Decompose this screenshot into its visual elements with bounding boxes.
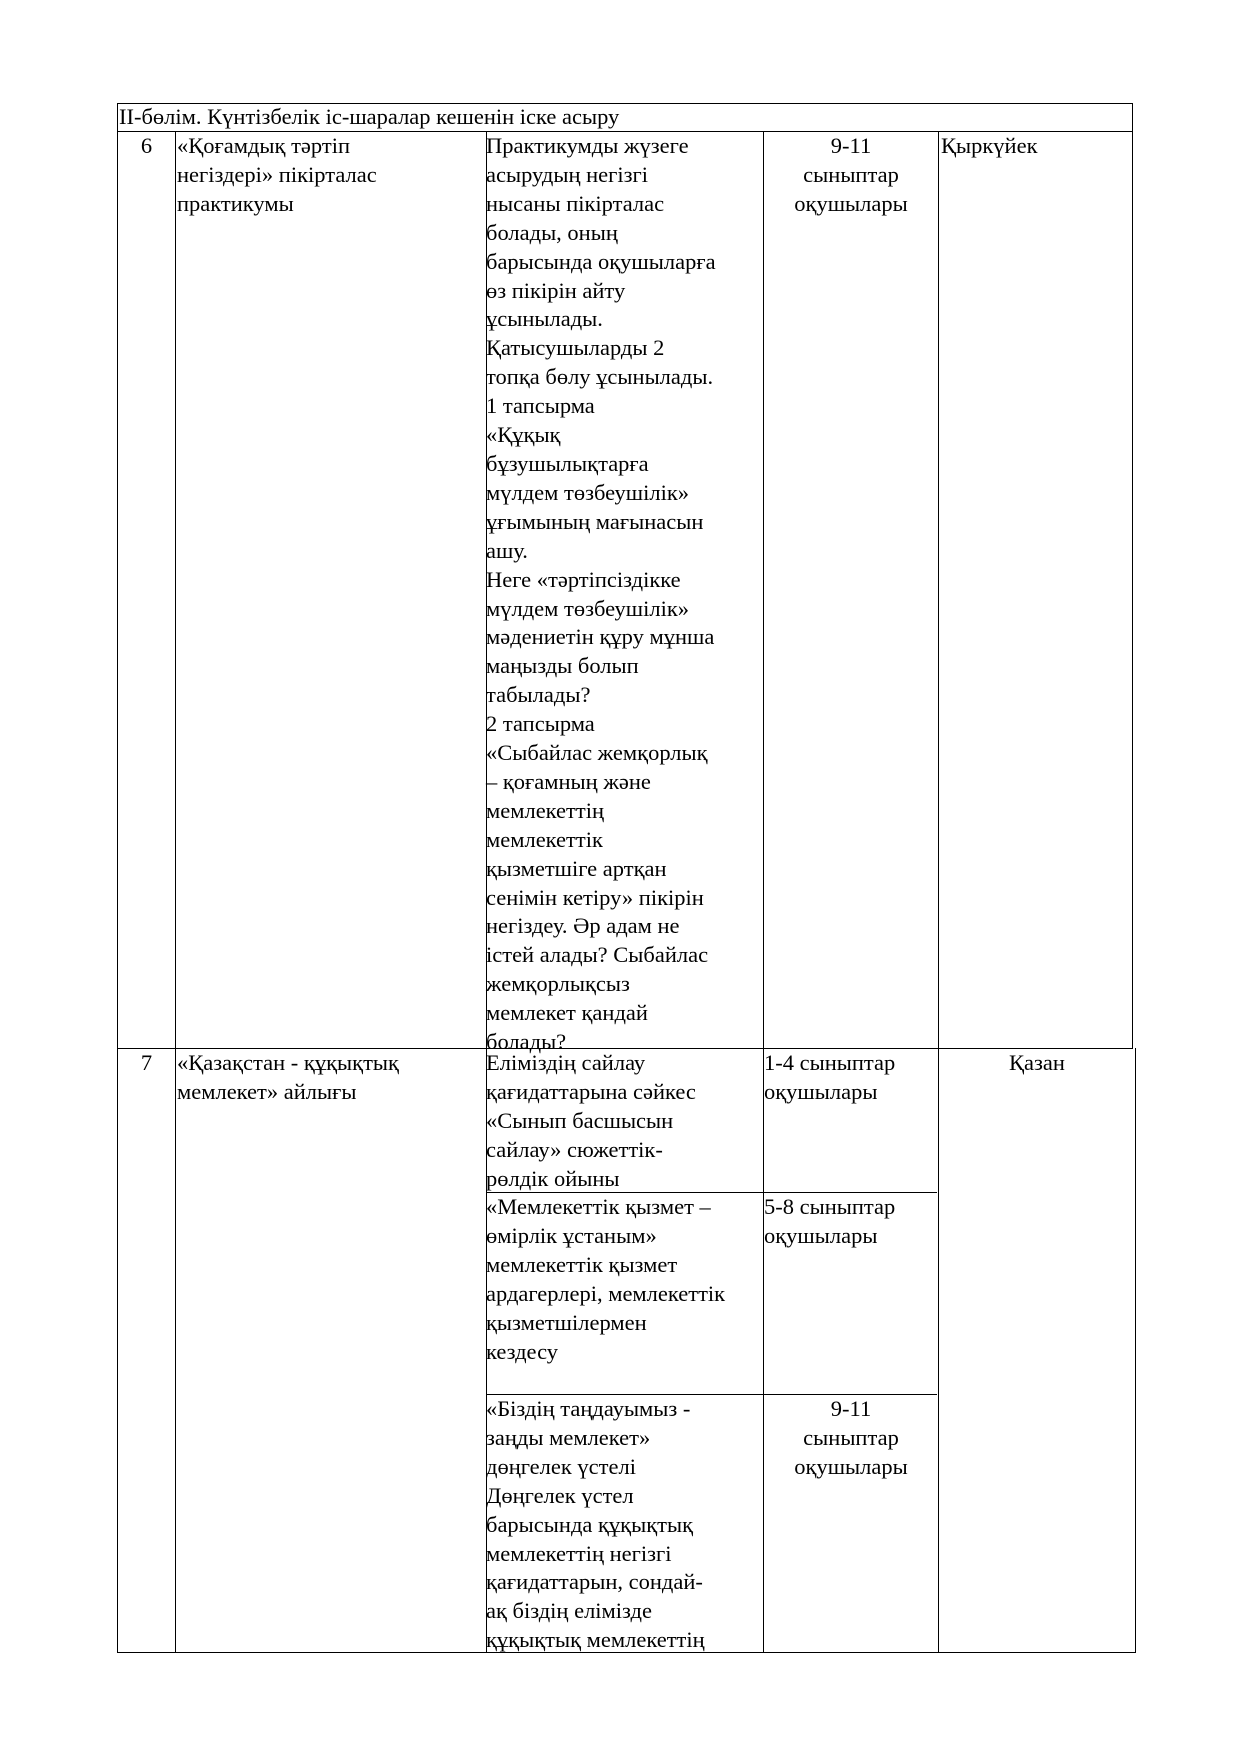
- text-line: жемқорлықсыз: [486, 971, 630, 997]
- text-line: оқушылары: [794, 190, 908, 216]
- text-line: ақ біздің елімізде: [486, 1598, 652, 1624]
- text-line: Дөңгелек үстел: [486, 1482, 634, 1508]
- text-line: мемлекеттің негізгі: [486, 1540, 672, 1566]
- text-line: ұсынылады.: [486, 306, 603, 332]
- event-month: Қазан: [1009, 1050, 1065, 1075]
- text-line: ардагерлері, мемлекеттік: [486, 1280, 726, 1306]
- table-rule: [938, 131, 939, 1653]
- text-line: мемлекеттің: [486, 797, 604, 823]
- text-line: «Сынып басшысын: [486, 1107, 674, 1133]
- event-title: [177, 132, 377, 219]
- text-line: 9-11: [830, 133, 872, 158]
- text-line: «Мемлекеттік қызмет –: [486, 1194, 711, 1219]
- text-line: топқа бөлу ұсынылады.: [486, 364, 714, 390]
- text-line: – қоғамның және: [486, 768, 651, 794]
- text-line: 9-11: [830, 1396, 872, 1421]
- table-rule: [117, 103, 118, 1653]
- text-line: табылады?: [486, 682, 591, 708]
- text-line: қағидаттарын, сондай-: [486, 1569, 703, 1595]
- text-line: сыныптар: [803, 161, 899, 187]
- text-line: өмірлік ұстаным»: [486, 1222, 657, 1248]
- row-number: 7: [140, 1050, 153, 1075]
- table-rule: [1135, 1048, 1136, 1653]
- text-line: болады, оның: [486, 219, 618, 245]
- target-audience: [764, 1395, 938, 1482]
- text-line: «Қазақстан - құқықтық: [177, 1050, 399, 1075]
- text-line: мүлдем төзбеушілік»: [486, 595, 690, 621]
- text-line: ашу.: [486, 537, 528, 563]
- text-line: асырудың негізгі: [486, 161, 648, 187]
- text-line: оқушылары: [764, 1222, 878, 1248]
- text-line: негіздеу. Әр адам не: [486, 913, 680, 939]
- text-line: өз пікірін айту: [486, 277, 626, 303]
- text-line: дөңгелек үстелі: [486, 1453, 636, 1479]
- event-title: [177, 1049, 399, 1107]
- text-line: ұғымының мағынасын: [486, 508, 704, 534]
- text-line: негіздері» пікірталас: [177, 161, 377, 187]
- target-audience: [764, 1193, 895, 1251]
- text-line: барысында оқушыларға: [486, 248, 716, 274]
- table-rule: [1132, 103, 1133, 1049]
- text-line: Практикумды жүзеге: [486, 133, 689, 158]
- text-line: оқушылары: [794, 1453, 908, 1479]
- text-line: маңызды болып: [486, 653, 639, 679]
- row-number: 6: [140, 133, 153, 158]
- text-line: Неге «тәртіпсіздікке: [486, 566, 681, 592]
- text-line: барысында құқықтық: [486, 1511, 694, 1537]
- event-description: [486, 1049, 696, 1194]
- text-line: мемлекеттік қызмет: [486, 1251, 678, 1277]
- event-description: [486, 1193, 725, 1366]
- text-line: қызметшіге артқан: [486, 855, 667, 881]
- text-line: қағидаттарына сәйкес: [486, 1078, 696, 1104]
- text-line: сенімін кетіру» пікірін: [486, 884, 704, 910]
- text-line: бұзушылықтарға: [486, 450, 649, 476]
- text-line: мүлдем төзбеушілік»: [486, 479, 690, 505]
- text-line: 1-4 сыныптар: [764, 1050, 896, 1075]
- text-line: Еліміздің сайлау: [486, 1050, 646, 1075]
- table-rule: [175, 131, 176, 1653]
- target-audience: [764, 132, 938, 219]
- text-line: кездесу: [486, 1338, 559, 1364]
- text-line: сыныптар: [803, 1424, 899, 1450]
- text-line: істей алады? Сыбайлас: [486, 942, 709, 968]
- event-month: Қыркүйек: [941, 133, 1038, 158]
- text-line: болады?: [486, 1029, 567, 1055]
- text-line: қызметшілермен: [486, 1309, 647, 1335]
- text-line: мемлекет» айлығы: [177, 1078, 357, 1104]
- text-line: мемлекет қандай: [486, 1000, 648, 1026]
- event-description: [486, 1395, 705, 1655]
- text-line: «Қоғамдық тәртіп: [177, 133, 350, 158]
- section-header: ІІ-бөлім. Күнтізбелік іс-шаралар кешенін іске асыру: [119, 104, 620, 129]
- text-line: «Сыбайлас жемқорлық: [486, 740, 708, 766]
- text-line: мәдениетін құру мұнша: [486, 624, 715, 650]
- text-line: рөлдік ойыны: [486, 1165, 620, 1191]
- text-line: практикумы: [177, 190, 294, 216]
- text-line: 2 тапсырма: [486, 711, 595, 737]
- text-line: Қатысушыларды 2: [486, 335, 665, 361]
- text-line: сайлау» сюжеттік-: [486, 1136, 663, 1162]
- text-line: нысаны пікірталас: [486, 190, 665, 216]
- text-line: 1 тапсырма: [486, 393, 595, 419]
- event-description: [486, 132, 716, 1057]
- text-line: мемлекеттік: [486, 826, 603, 852]
- text-line: «Біздің таңдауымыз -: [486, 1396, 691, 1421]
- text-line: «Құқық: [486, 422, 561, 448]
- text-line: 5-8 сыныптар: [764, 1194, 896, 1219]
- text-line: оқушылары: [764, 1078, 878, 1104]
- text-line: құқықтық мемлекеттің: [486, 1627, 705, 1653]
- target-audience: [764, 1049, 895, 1107]
- text-line: заңды мемлекет»: [486, 1424, 651, 1450]
